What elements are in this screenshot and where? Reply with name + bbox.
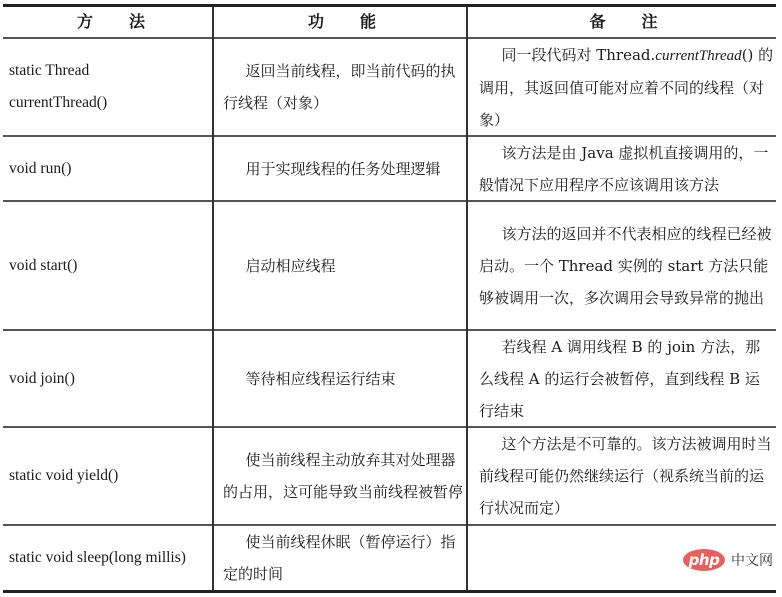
table-row-yield-method xyxy=(9,428,213,524)
table-row-start-remark xyxy=(471,202,776,329)
table-row-join-remark xyxy=(471,331,776,426)
method-signature-line: currentThread() xyxy=(9,94,108,111)
function-text: 使当前线程主动放弃其对处理器的占用，这可能导致当前线程被暂停 xyxy=(223,451,464,501)
method-signature-line: static void yield() xyxy=(9,467,119,484)
remark-text: 该方法是由 Java 虚拟机直接调用的，一般情况下应用程序不应该调用该方法 xyxy=(479,143,769,194)
remark-text: 若线程 A 调用线程 B 的 join 方法，那么线程 A 的运行会被暂停，直到线程 B 运行结束 xyxy=(479,337,761,420)
function-text: 启动相应线程 xyxy=(245,256,336,275)
remark-text xyxy=(479,39,774,136)
header-method-char: 方 xyxy=(76,12,93,31)
table-row-start-method xyxy=(9,202,213,329)
table-row-yield-function xyxy=(217,428,467,524)
method-signature-line: void join() xyxy=(9,369,75,387)
function-text: 使当前线程休眠（暂停运行）指定的时间 xyxy=(223,533,456,583)
method-signature-line: void start() xyxy=(9,256,78,274)
method-signature-line: static void sleep(long millis) xyxy=(9,549,186,566)
method-signature-line: void run() xyxy=(9,159,72,177)
header-method xyxy=(9,6,213,38)
remark-text-part: 同一段代码对 Thread. xyxy=(501,45,656,64)
table-row-currentthread-remark xyxy=(471,39,776,135)
table-row-join-method xyxy=(9,331,213,426)
method-signature-line: static Thread xyxy=(9,62,90,79)
header-remark-char: 备 xyxy=(589,12,606,31)
table-row-run-method xyxy=(9,137,213,200)
php-logo-icon: php xyxy=(683,549,725,571)
table-row-sleep-function xyxy=(217,526,467,590)
remark-text: 这个方法是不可靠的。该方法被调用时当前线程可能仍然继续运行（视系统当前的运行状况而定） xyxy=(479,435,772,517)
table-row-currentthread-function xyxy=(217,39,467,135)
table-row-start-function xyxy=(217,202,467,329)
header-function xyxy=(217,6,467,38)
table-row-sleep-method xyxy=(9,526,213,590)
php-cn-watermark xyxy=(683,549,773,571)
watermark-text: 中文网 xyxy=(731,553,773,569)
header-remark-char: 注 xyxy=(641,12,658,31)
table-row-run-remark xyxy=(471,137,776,200)
header-method-char: 法 xyxy=(129,12,146,31)
remark-text-part: () 的调用，其返回值可能对应着不同的线程（对象） xyxy=(479,45,774,129)
function-text: 返回当前线程，即当前代码的执行线程（对象） xyxy=(223,62,456,112)
remark-text: 该方法的返回并不代表相应的线程已经被启动。一个 Thread 实例的 start 方法只能够被调用一次，多次调用会导致异常的抛出 xyxy=(479,224,772,307)
table-row-run-function xyxy=(217,137,467,200)
function-text: 等待相应线程运行结束 xyxy=(245,369,396,388)
table-row-yield-remark xyxy=(471,428,776,524)
header-remark xyxy=(471,6,776,38)
table-bottom-rule xyxy=(3,590,776,593)
table-row-join-function xyxy=(217,331,467,426)
table-row-currentthread-method xyxy=(9,39,213,135)
header-function-char: 能 xyxy=(360,12,377,31)
function-text: 用于实现线程的任务处理逻辑 xyxy=(245,159,441,178)
header-function-char: 功 xyxy=(307,12,324,31)
remark-text-italic: currentThread xyxy=(655,47,742,64)
